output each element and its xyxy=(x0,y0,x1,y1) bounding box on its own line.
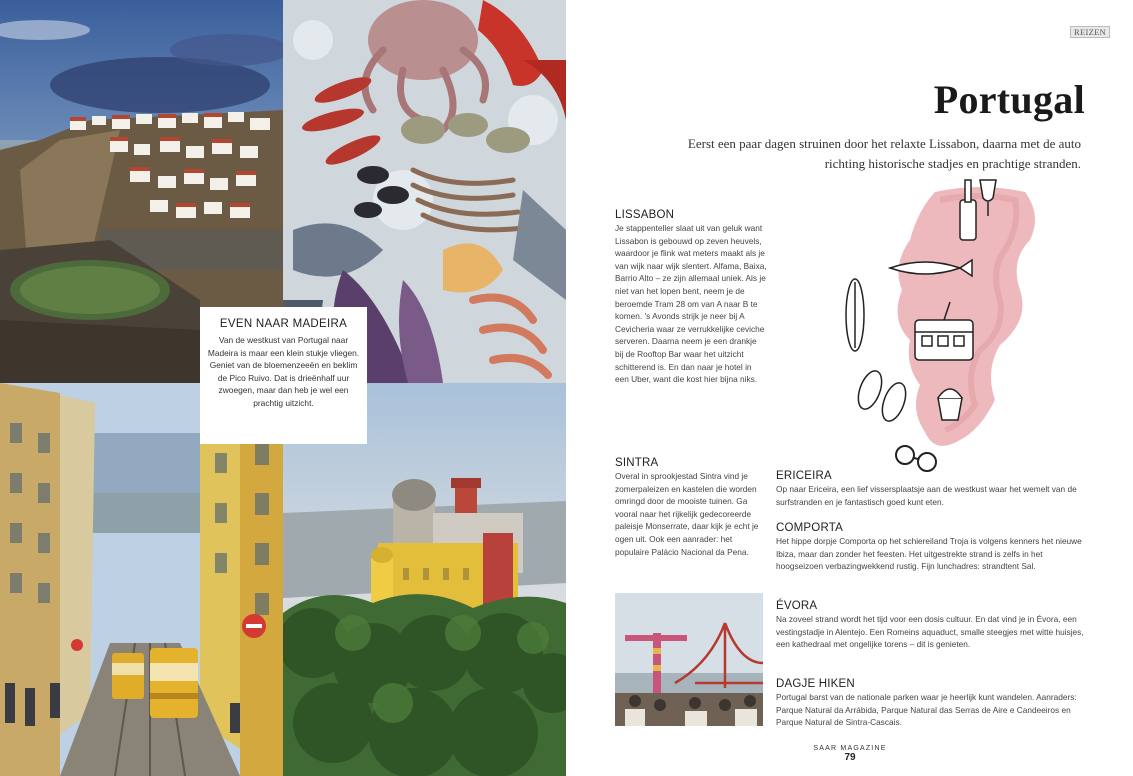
section-comporta xyxy=(776,522,1086,573)
section-body: Overal in sprookjestad Sintra vind je zomerpaleizen en kastelen die worden omringd door de mooiste tuinen. Ga vooral naar het rijkelijk gedecoreerde paleisje Monserrate, daar kijk je echt je ogen uit. Ook een aanrader: het populaire Palácio Nacional da Pena. xyxy=(615,471,759,557)
madeira-heading: EVEN NAAR MADEIRA xyxy=(219,318,348,330)
madeira-sidebar xyxy=(200,307,367,444)
section-body: Je stappenteller slaat uit van geluk want Lissabon is gebouwd op zeven heuvels, waardoor je flink wat meters maakt als je van wijk naar wijk slentert. Alfama, Baixa, Barrio Alto – ze zijn allemaal uniek. Als je niet van het lopen bent, neem je de beroemde Tram 28 om van A naar B te komen. 's Avonds strijk je neer bij A Cevicheria waar ze verrukkelijke ceviche serveren. Daarna neem je een drankje bij de Rooftop Bar waar het uitzicht schitterend is. En dan naar je hotel in een Uber, want die kost hier bijna niks. xyxy=(615,223,767,385)
section-heading: DAGJE HIKEN xyxy=(776,678,855,690)
sunglasses-icon xyxy=(896,446,936,471)
portugal-map-illustration xyxy=(830,170,1055,480)
magazine-name: SAAR MAGAZINE xyxy=(813,745,887,752)
madeira-body: Van de westkust van Portugal naar Madeira is maar een klein stukje vliegen. Geniet van de bloemenzeeën en beklim de Pico Ruivo. Dat is drieënhalf uur zwoegen, maar dan heb je wel een prachtig uitzicht. xyxy=(207,335,360,408)
section-tag: REIZEN xyxy=(1070,26,1110,38)
section-evora xyxy=(776,600,1086,651)
ice-cream-cup-icon xyxy=(938,389,962,420)
section-sintra xyxy=(615,457,767,558)
section-dagje-hiken xyxy=(776,678,1086,729)
page-number: 79 xyxy=(844,752,856,763)
intro-text: Eerst een paar dagen struinen door het relaxte Lissabon, daarna met de auto richting historische stadjes en prachtige stranden. xyxy=(687,136,1081,171)
section-lissabon xyxy=(615,209,767,386)
bridge-sculpture-photo xyxy=(615,593,763,726)
section-body: Het hippe dorpje Comporta op het schiereiland Troja is volgens kenners het nieuwe Ibiza, maar dan zonder het feesten. Het uitgestrekte strand is zelfs in het hoogseizoen verbazingwekkend rustig. Fijn lunchadres: strandtent Sal. xyxy=(776,536,1082,572)
surfboard-icon xyxy=(846,279,864,351)
section-heading: ÉVORA xyxy=(776,600,818,612)
section-heading: ERICEIRA xyxy=(776,470,832,482)
section-heading: COMPORTA xyxy=(776,522,843,534)
section-body: Na zoveel strand wordt het tijd voor een dosis cultuur. En dat vind je in Évora, een vestingstadje in Alentejo. Een Romeins aquaduct, smalle steegjes met witte huisjes, een kathedraal met ongelijke torens – dit is genieten. xyxy=(776,614,1084,650)
flip-flops-icon xyxy=(854,368,910,424)
page-title: Portugal xyxy=(933,77,1085,122)
page-footer xyxy=(790,745,910,763)
section-heading: LISSABON xyxy=(615,209,675,221)
section-body: Op naar Ericeira, een lief vissersplaatsje aan de westkust waar het wemelt van de surfstranden en je fantastisch goed kunt eten. xyxy=(776,484,1077,507)
section-heading: SINTRA xyxy=(615,457,659,469)
section-body: Portugal barst van de nationale parken waar je heerlijk kunt wandelen. Aanraders: Parque Natural da Arrábida, Parque Natural das Serras de Aire e Candeeiros en Parque Natural de Sintra-Cascais. xyxy=(776,692,1077,728)
